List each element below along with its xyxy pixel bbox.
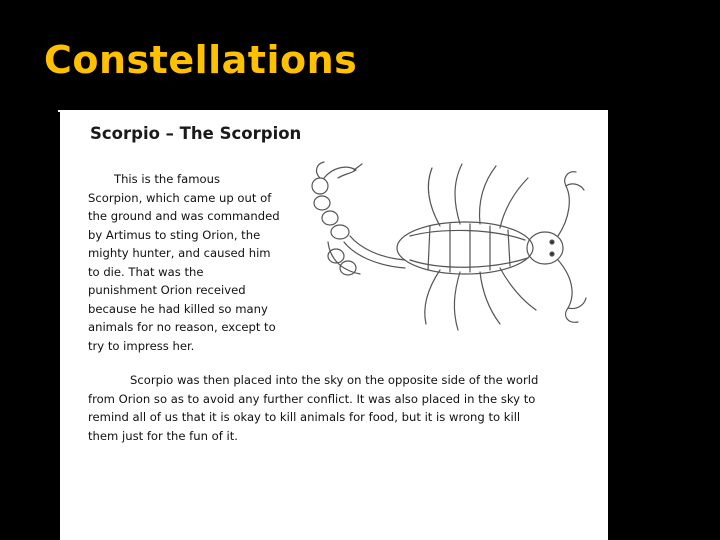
paragraph-line: by Artimus to sting Orion, the xyxy=(88,227,261,242)
paragraph-line: the ground and was commanded xyxy=(88,209,280,223)
paragraph-line: mighty hunter, and caused him xyxy=(88,246,271,260)
paragraph-line: to die. That was the xyxy=(88,264,204,279)
paragraph-line: Scorpion, which came up out of xyxy=(88,190,272,205)
paragraph-line: remind all of us that it is okay to kill animals for food, but it is wrong to kill xyxy=(88,410,521,424)
paragraph-line: because he had killed so many xyxy=(88,301,268,316)
slide-title: Constellations xyxy=(44,38,358,82)
paragraph-conclusion xyxy=(88,371,598,445)
paragraph-line: Scorpio was then placed into the sky on the opposite side of the world xyxy=(130,373,539,387)
paragraph-line: try to impress her. xyxy=(88,338,195,353)
paragraph-line: them just for the fun of it. xyxy=(88,428,238,443)
paragraph-line: from Orion so as to avoid any further conflict. It was also placed in the sky to xyxy=(88,391,536,406)
paragraph-line: This is the famous xyxy=(114,172,220,186)
paragraph-intro xyxy=(88,170,293,355)
document-image xyxy=(60,112,608,540)
paragraph-line: animals for no reason, except to xyxy=(88,320,276,334)
paragraph-line: punishment Orion received xyxy=(88,283,246,297)
document-heading: Scorpio – The Scorpion xyxy=(90,124,302,143)
scorpion-drawing-icon xyxy=(300,148,590,348)
